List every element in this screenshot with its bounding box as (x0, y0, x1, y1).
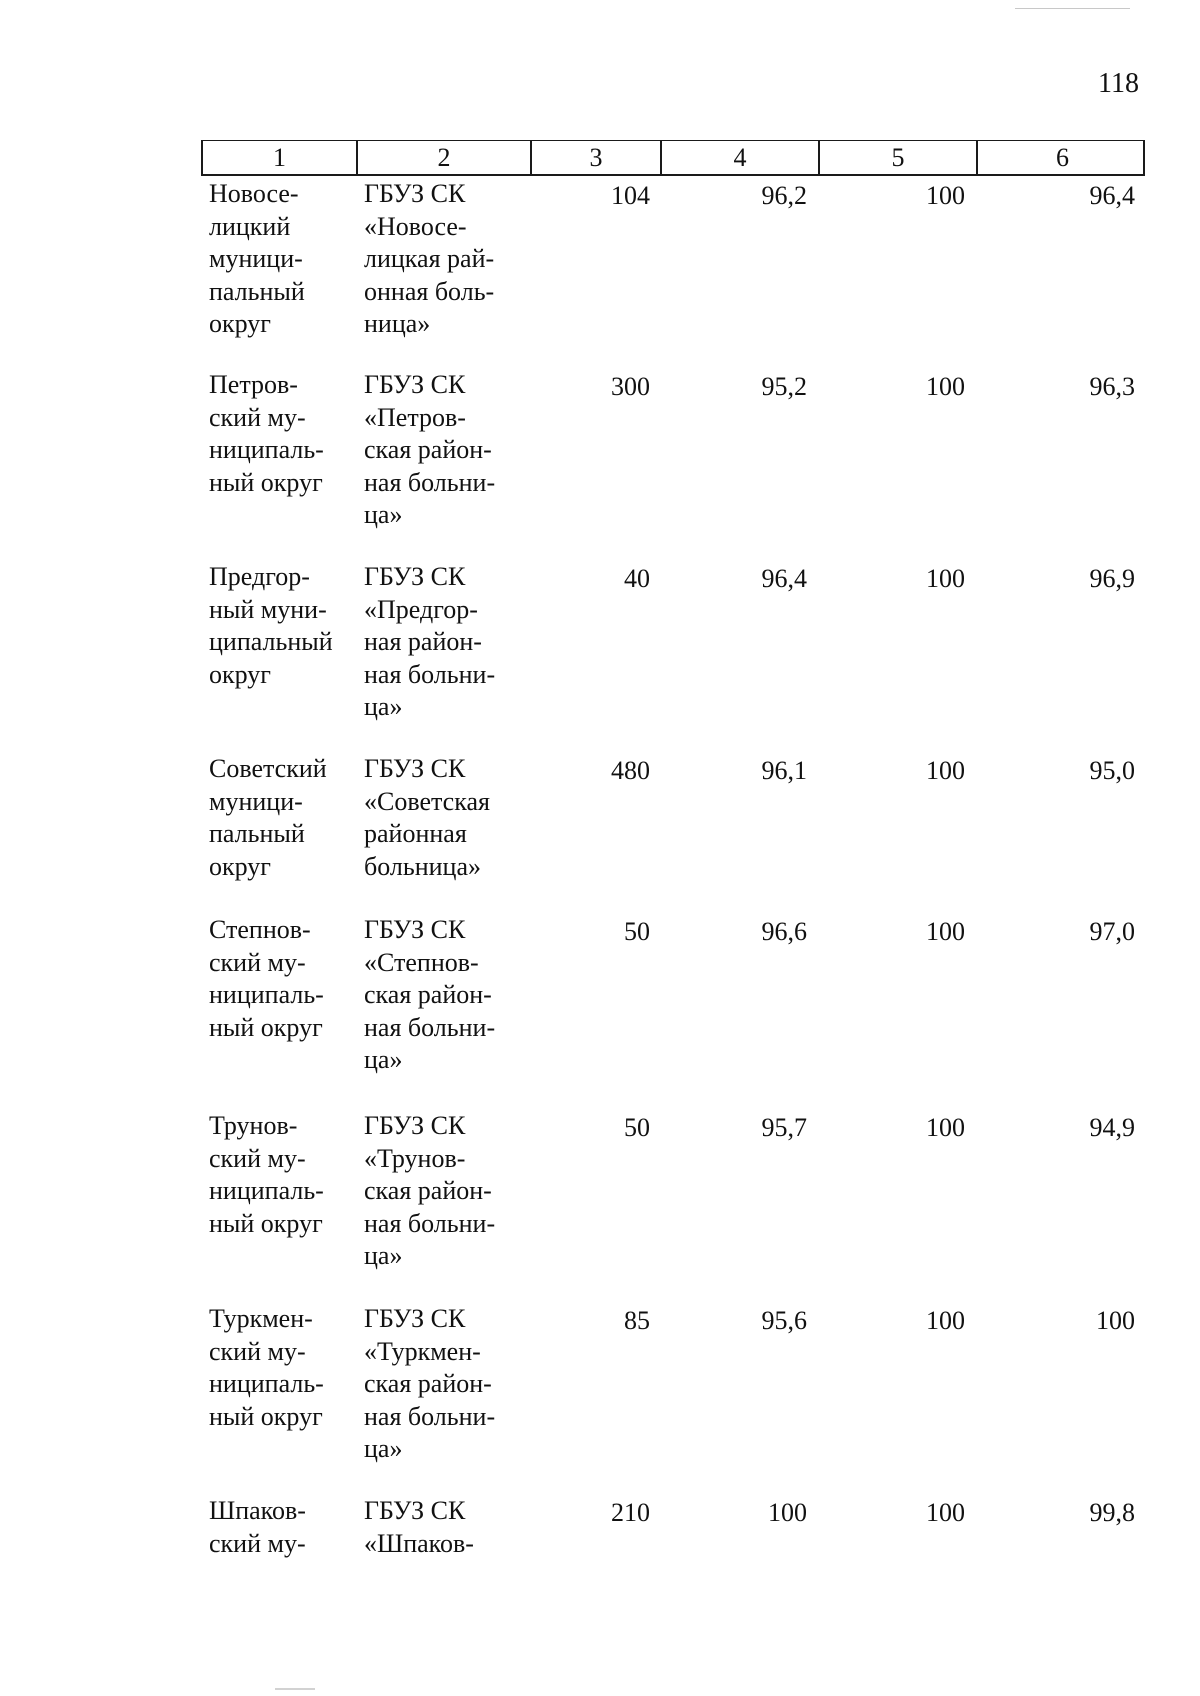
value-cell-3: 50 (624, 917, 650, 946)
value-cell-3: 300 (611, 372, 650, 401)
value-cell-6: 99,8 (1089, 1498, 1135, 1527)
value-cell-5: 100 (926, 564, 965, 593)
value-cell-6: 96,9 (1089, 564, 1135, 593)
value-cell-4: 96,4 (761, 564, 807, 593)
value-cell-5: 100 (926, 181, 965, 210)
institution-cell: ГБУЗ СК «Туркмен- ская район- ная больни- ца» (364, 1304, 496, 1463)
value-cell-5: 100 (926, 1498, 965, 1527)
header-cell-3: 3 (532, 141, 662, 175)
scan-artifact-line (1015, 8, 1130, 9)
value-cell-3: 85 (624, 1306, 650, 1335)
value-cell-4: 96,6 (761, 917, 807, 946)
header-cell-1: 1 (203, 141, 358, 175)
value-cell-3: 50 (624, 1113, 650, 1142)
institution-cell: ГБУЗ СК «Предгор- ная район- ная больни- ца» (364, 562, 496, 721)
institution-cell: ГБУЗ СК «Трунов- ская район- ная больни- ца» (364, 1111, 496, 1270)
value-cell-4: 95,2 (761, 372, 807, 401)
value-cell-4: 95,7 (761, 1113, 807, 1142)
header-cell-4: 4 (662, 141, 820, 175)
value-cell-5: 100 (926, 756, 965, 785)
district-cell: Туркмен- ский му- ниципаль- ный округ (209, 1304, 324, 1431)
page-number: 118 (1098, 68, 1139, 99)
institution-cell: ГБУЗ СК «Советская районная больница» (364, 754, 490, 881)
district-cell: Петров- ский му- ниципаль- ный округ (209, 370, 324, 497)
district-cell: Степнов- ский му- ниципаль- ный округ (209, 915, 324, 1042)
header-cell-2: 2 (358, 141, 532, 175)
district-cell: Новосе- лицкий муници- пальный округ (209, 179, 305, 338)
scan-artifact-line (275, 1688, 315, 1690)
value-cell-5: 100 (926, 1113, 965, 1142)
value-cell-4: 96,2 (761, 181, 807, 210)
value-cell-5: 100 (926, 372, 965, 401)
value-cell-6: 97,0 (1089, 917, 1135, 946)
value-cell-5: 100 (926, 917, 965, 946)
value-cell-4: 95,6 (761, 1306, 807, 1335)
district-cell: Советский муници- пальный округ (209, 754, 327, 881)
value-cell-3: 40 (624, 564, 650, 593)
value-cell-5: 100 (926, 1306, 965, 1335)
value-cell-6: 95,0 (1089, 756, 1135, 785)
header-cell-5: 5 (820, 141, 978, 175)
value-cell-3: 104 (611, 181, 650, 210)
value-cell-3: 480 (611, 756, 650, 785)
value-cell-3: 210 (611, 1498, 650, 1527)
institution-cell: ГБУЗ СК «Степнов- ская район- ная больни- ца» (364, 915, 496, 1074)
institution-cell: ГБУЗ СК «Новосе- лицкая рай- онная боль- ница» (364, 179, 495, 338)
district-cell: Предгор- ный муни- ципальный округ (209, 562, 333, 689)
district-cell: Трунов- ский му- ниципаль- ный округ (209, 1111, 324, 1238)
value-cell-6: 100 (1096, 1306, 1135, 1335)
district-cell: Шпаков- ский му- (209, 1496, 306, 1558)
value-cell-4: 100 (768, 1498, 807, 1527)
header-cell-6: 6 (1056, 143, 1069, 172)
value-cell-4: 96,1 (761, 756, 807, 785)
value-cell-6: 94,9 (1089, 1113, 1135, 1142)
value-cell-6: 96,3 (1089, 372, 1135, 401)
institution-cell: ГБУЗ СК «Петров- ская район- ная больни- ца» (364, 370, 496, 529)
table-header (201, 140, 1145, 176)
institution-cell: ГБУЗ СК «Шпаков- (364, 1496, 474, 1558)
value-cell-6: 96,4 (1089, 181, 1135, 210)
